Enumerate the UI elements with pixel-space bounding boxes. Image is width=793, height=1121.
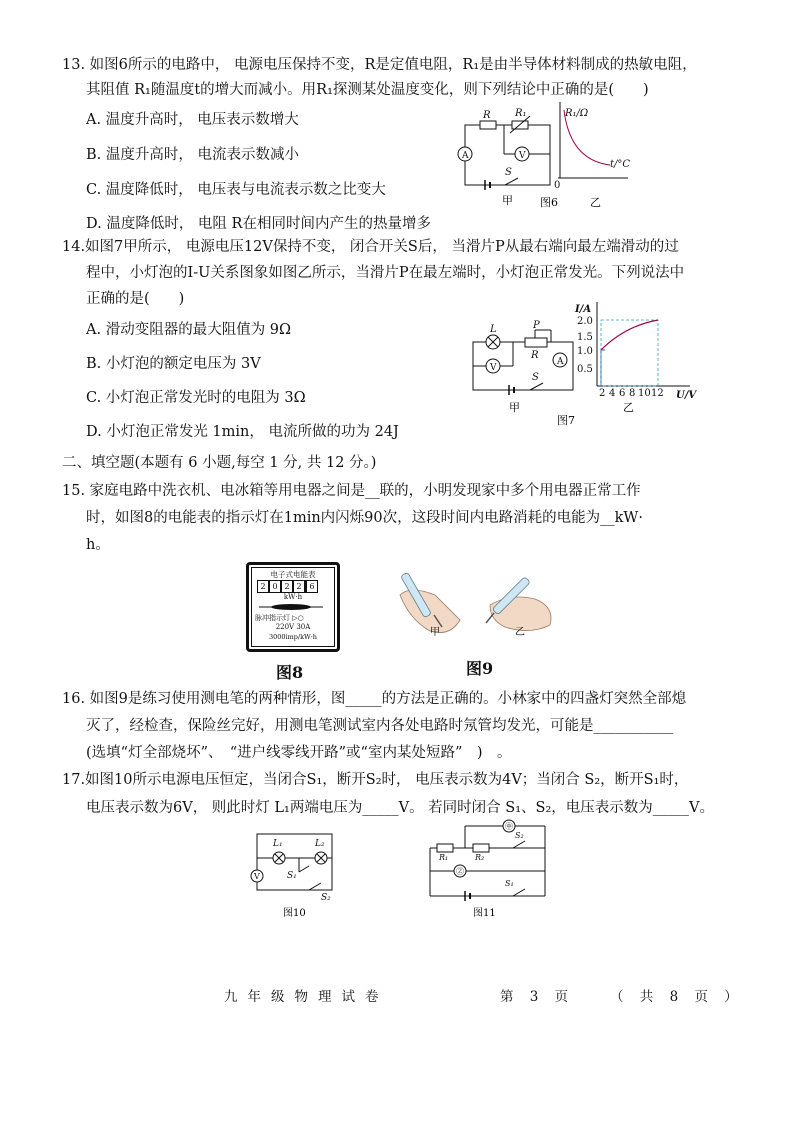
fig6-caption: 图6: [540, 196, 558, 209]
figure-10: [245, 828, 345, 920]
footer-subject: 九年级物理试卷: [224, 989, 389, 1005]
fig11-meter-jia: ㊥: [505, 822, 513, 831]
q13-line2: 其阻值 R₁随温度t的增大而减小。用R₁探测某处温度变化，则下列结论中正确的是( ): [86, 82, 649, 98]
fig6-switch: S: [505, 167, 512, 178]
fig7-yi: 乙: [623, 401, 634, 414]
meter-digit: 2: [281, 580, 293, 593]
fig7-ytick-2.0: 2.0: [577, 316, 593, 327]
meter-digit: 2: [257, 580, 269, 593]
fig7-xtick-12: 12: [651, 388, 664, 399]
fig7-xlabel: U/V: [676, 390, 697, 401]
fig7-xtick-6: 6: [619, 388, 626, 399]
q14-option-a: A. 滑动变阻器的最大阻值为 9Ω: [86, 322, 292, 338]
fig7-label-r: R: [531, 350, 539, 361]
fig11-label-r2: R₂: [475, 853, 485, 862]
q16-line1: 16. 如图9是练习使用测电笔的两种情形，图_____的方法是正确的。小林家中的四盏灯突然全部熄: [62, 691, 687, 707]
pulse-light-icon: ▷○: [292, 614, 304, 622]
fig7-ammeter: A: [557, 357, 564, 367]
fig7-voltmeter: V: [490, 363, 497, 373]
fig11-label-s1: S₁: [505, 879, 514, 888]
fig6-ylabel: R₁/Ω: [565, 108, 589, 119]
meter-pulse-label: [255, 613, 304, 623]
fig7-ylabel: I/A: [575, 304, 592, 315]
q13-option-c: C. 温度降低时， 电压表与电流表示数之比变大: [86, 182, 386, 198]
q17-line1: 17.如图10所示电源电压恒定，当闭合S₁，断开S₂时， 电压表示数为4V；当闭合 S₂，断开S₁时，: [62, 772, 689, 788]
fig10-voltmeter: V: [254, 872, 260, 881]
meter-title: 电子式电能表: [270, 570, 316, 579]
fig7-ytick-1.0: 1.0: [577, 346, 593, 357]
fig7-jia: 甲: [509, 401, 520, 414]
fig10-label-l1: L₁: [273, 839, 283, 849]
footer-total: （ 共 8 页 ）: [610, 989, 744, 1005]
fig7-caption: 图7: [557, 414, 575, 427]
q17-line2: 电压表示数为6V， 则此时灯 L₁两端电压为_____V。 若同时闭合 S₁、S₂，电压表示数为_____V。: [86, 800, 715, 816]
fig9-yi: 乙: [515, 627, 525, 638]
fig6-origin: 0: [554, 180, 561, 191]
fig7-ytick-0.5: 0.5: [577, 364, 593, 375]
footer-page: 第 3 页: [500, 989, 575, 1005]
fig11-meter-z: Ⓩ: [456, 867, 464, 876]
meter-unit: kW·h: [283, 593, 303, 601]
meter-digit: 2: [293, 580, 305, 593]
meter-digit: 0: [269, 580, 281, 593]
q15-line2: 时，如图8的电能表的指示灯在1min内闪烁90次，这段时间内电路消耗的电能为__kW·: [86, 510, 643, 526]
fig9-caption: 图9: [466, 659, 494, 678]
fig11-label-s2: S₂: [515, 831, 524, 840]
hand-pen-jia-icon: [400, 572, 460, 632]
fig7-ytick-1.5: 1.5: [577, 332, 593, 343]
hand-pen-yi-icon: [486, 577, 551, 631]
q16-line3: (选填“灯全部烧坏”、 “进户线零线开路”或“室内某处短路” ) 。: [86, 745, 512, 761]
meter-digits: [257, 580, 318, 593]
fig10-label-s2: S₂: [321, 893, 331, 903]
fig9-jia: 甲: [430, 627, 440, 638]
section-2-heading: 二、填空题(本题有 6 小题,每空 1 分, 共 12 分。): [62, 455, 377, 471]
figure-6: [450, 100, 650, 215]
figure-8-energy-meter: [246, 562, 340, 652]
fig6-jia: 甲: [502, 194, 513, 207]
q14-option-c: C. 小灯泡正常发光时的电阻为 3Ω: [86, 390, 306, 406]
q13-line1: 13. 如图6所示的电路中， 电源电压保持不变，R是定值电阻，R₁是由半导体材料制成的热敏电阻，: [62, 57, 697, 73]
meter-digit: 6: [305, 580, 318, 593]
figure-11: [425, 816, 550, 920]
fig8-caption: 图8: [276, 663, 304, 682]
meter-pulse-text: 脉冲指示灯: [255, 614, 290, 622]
q15-line1: 15. 家庭电路中洗衣机、电冰箱等用电器之间是__联的，小明发现家中多个用电器正常工作: [62, 483, 641, 499]
fig6-label-r1: R₁: [515, 108, 527, 119]
q14-line2: 程中，小灯泡的I-U关系图象如图乙所示，当滑片P在最左端时，小灯泡正常发光。下列说法中: [86, 265, 685, 281]
fig11-caption: 图11: [473, 908, 496, 919]
q13-option-d: D. 温度降低时， 电阻 R在相同时间内产生的热量增多: [86, 216, 431, 232]
fig10-label-s1: S₁: [287, 871, 297, 881]
fig7-xtick-4: 4: [609, 388, 616, 399]
fig6-xlabel: t/°C: [610, 159, 631, 170]
fig6-label-r: R: [483, 110, 491, 121]
meter-rating: 220V 30A: [275, 623, 311, 631]
fig6-ammeter: A: [462, 151, 469, 161]
meter-disc-icon: [259, 603, 323, 611]
fig7-xtick-8: 8: [629, 388, 636, 399]
q13-option-b: B. 温度升高时， 电流表示数减小: [86, 147, 299, 163]
fig7-xtick-10: 10: [638, 388, 651, 399]
q14-line3: 正确的是( ): [86, 291, 185, 307]
figure-7: [465, 298, 705, 428]
q14-option-b: B. 小灯泡的额定电压为 3V: [86, 356, 261, 372]
fig6-yi: 乙: [590, 196, 601, 209]
fig7-xtick-2: 2: [599, 388, 606, 399]
q13-option-a: A. 温度升高时， 电压表示数增大: [86, 112, 299, 128]
q16-line2: 灭了，经检查，保险丝完好，用测电笔测试室内各处电路时氖管均发光，可能是___________: [86, 718, 674, 734]
meter-imp: 3000imp/kW·h: [268, 633, 317, 641]
fig10-label-l2: L₂: [315, 839, 325, 849]
figure-9-test-pens: [390, 565, 560, 640]
fig7-label-l: L: [490, 324, 497, 335]
q14-option-d: D. 小灯泡正常发光 1min， 电流所做的功为 24J: [86, 424, 399, 440]
fig10-caption: 图10: [283, 908, 306, 919]
fig7-switch: S: [532, 372, 539, 383]
fig11-label-r1: R₁: [439, 853, 449, 862]
fig7-label-p: P: [533, 320, 540, 331]
q14-line1: 14.如图7甲所示， 电源电压12V保持不变， 闭合开关S后， 当滑片P从最右端向最左端滑动的过: [62, 239, 679, 255]
q15-line3: h。: [86, 537, 110, 553]
fig6-voltmeter: V: [519, 151, 526, 161]
